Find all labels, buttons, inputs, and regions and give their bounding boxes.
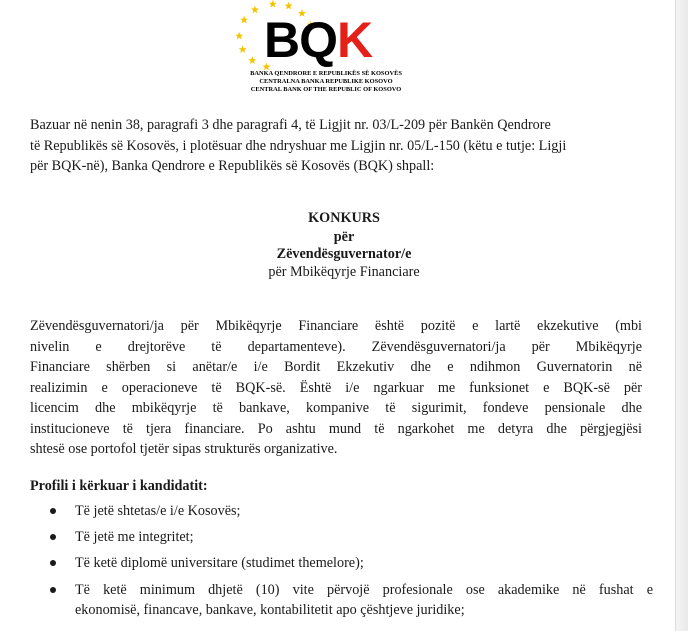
requirement-line: Të ketë minimum dhjetë (10) vite përvojë profesionale ose akademike në fushat e [75,582,653,598]
description-line: licencim dhe mbikëqyrje të bankave, kompanive të sigurimit, fondeve pensionale dhe [30,400,642,416]
logo-wordmark [264,12,372,68]
profile-heading: Profili i kërkuar i kandidatit: [30,478,208,494]
description-line: Financiare shërben si anëtar/e i/e Bordit Ekzekutiv dhe e ndihmon Guvernatorin në [30,359,642,375]
logo-wordmark-accent: K [337,12,373,68]
star-icon [251,6,259,14]
intro-line: për BQK-në), Banka Qendrore e Republikës së Kosovës (BQK) shpall: [30,158,435,174]
logo-subtitle-serbian: CENTRALNA BANKA REPUBLIKE KOSOVO [259,78,393,85]
position-area: për Mbikëqyrje Financiare [268,264,420,280]
star-icon [285,2,293,10]
logo-subtitle-albanian: BANKA QENDRORE E REPUBLIKËS SË KOSOVËS [250,70,402,77]
description-line: shtesë ose portofol tjetër sipas strukturës organizative. [30,441,338,457]
description-line: institucioneve të tjera financiare. Po ashtu mund të ngarkohet me detyra dhe përgjegjësi [30,420,642,437]
bullet-icon [50,587,56,593]
bqk-logo [236,0,416,96]
logo-subtitle-english: CENTRAL BANK OF THE REPUBLIC OF KOSOVO [250,86,402,93]
announcement-for: për [333,229,355,245]
star-icon [269,0,277,8]
position-title: Zëvendësguvernator/e [276,246,412,262]
page-edge [675,0,688,631]
requirement-text: Të ketë diplomë universitare (studimet themelore); [75,555,364,571]
logo-wordmark-prefix: BQ [264,12,337,68]
star-icon [240,16,248,24]
description-line: Zëvendësguvernatori/ja për Mbikëqyrje Financiare është pozitë e lartë ekzekutive (mbi [30,318,642,334]
position-description [30,316,642,460]
requirement-text: Të jetë me integritet; [75,529,194,545]
description-line: nivelin e drejtorëve të departamenteve). Zëvendësguvernatori/ja për Mbikëqyrje [30,338,642,355]
description-line: realizimin e operacioneve të BQK-së. Është i/e ngarkuar me funksionet e BQK-së për [30,379,642,396]
announcement-title: KONKURS [308,210,380,226]
bullet-icon [50,560,56,566]
intro-line: Bazuar në nenin 38, paragrafi 3 dhe paragrafi 4, të Ligjit nr. 03/L-209 për Bankën Qendrore [30,117,551,133]
intro-line: të Republikës së Kosovës, i plotësuar dhe ndryshuar me Ligjin nr. 05/L-150 (këtu e tutje: Ligji [30,137,567,154]
bullet-icon [50,508,56,514]
star-icon [248,56,256,64]
star-icon [236,32,243,40]
bullet-icon [50,534,56,540]
intro-paragraph [30,115,642,177]
requirement-text [75,580,653,620]
requirement-line: ekonomisë, financave, bankave, kontabilitetit apo çështjeve juridike; [75,602,465,618]
star-icon [239,45,247,53]
requirement-text: Të jetë shtetas/e i/e Kosovës; [75,503,241,519]
